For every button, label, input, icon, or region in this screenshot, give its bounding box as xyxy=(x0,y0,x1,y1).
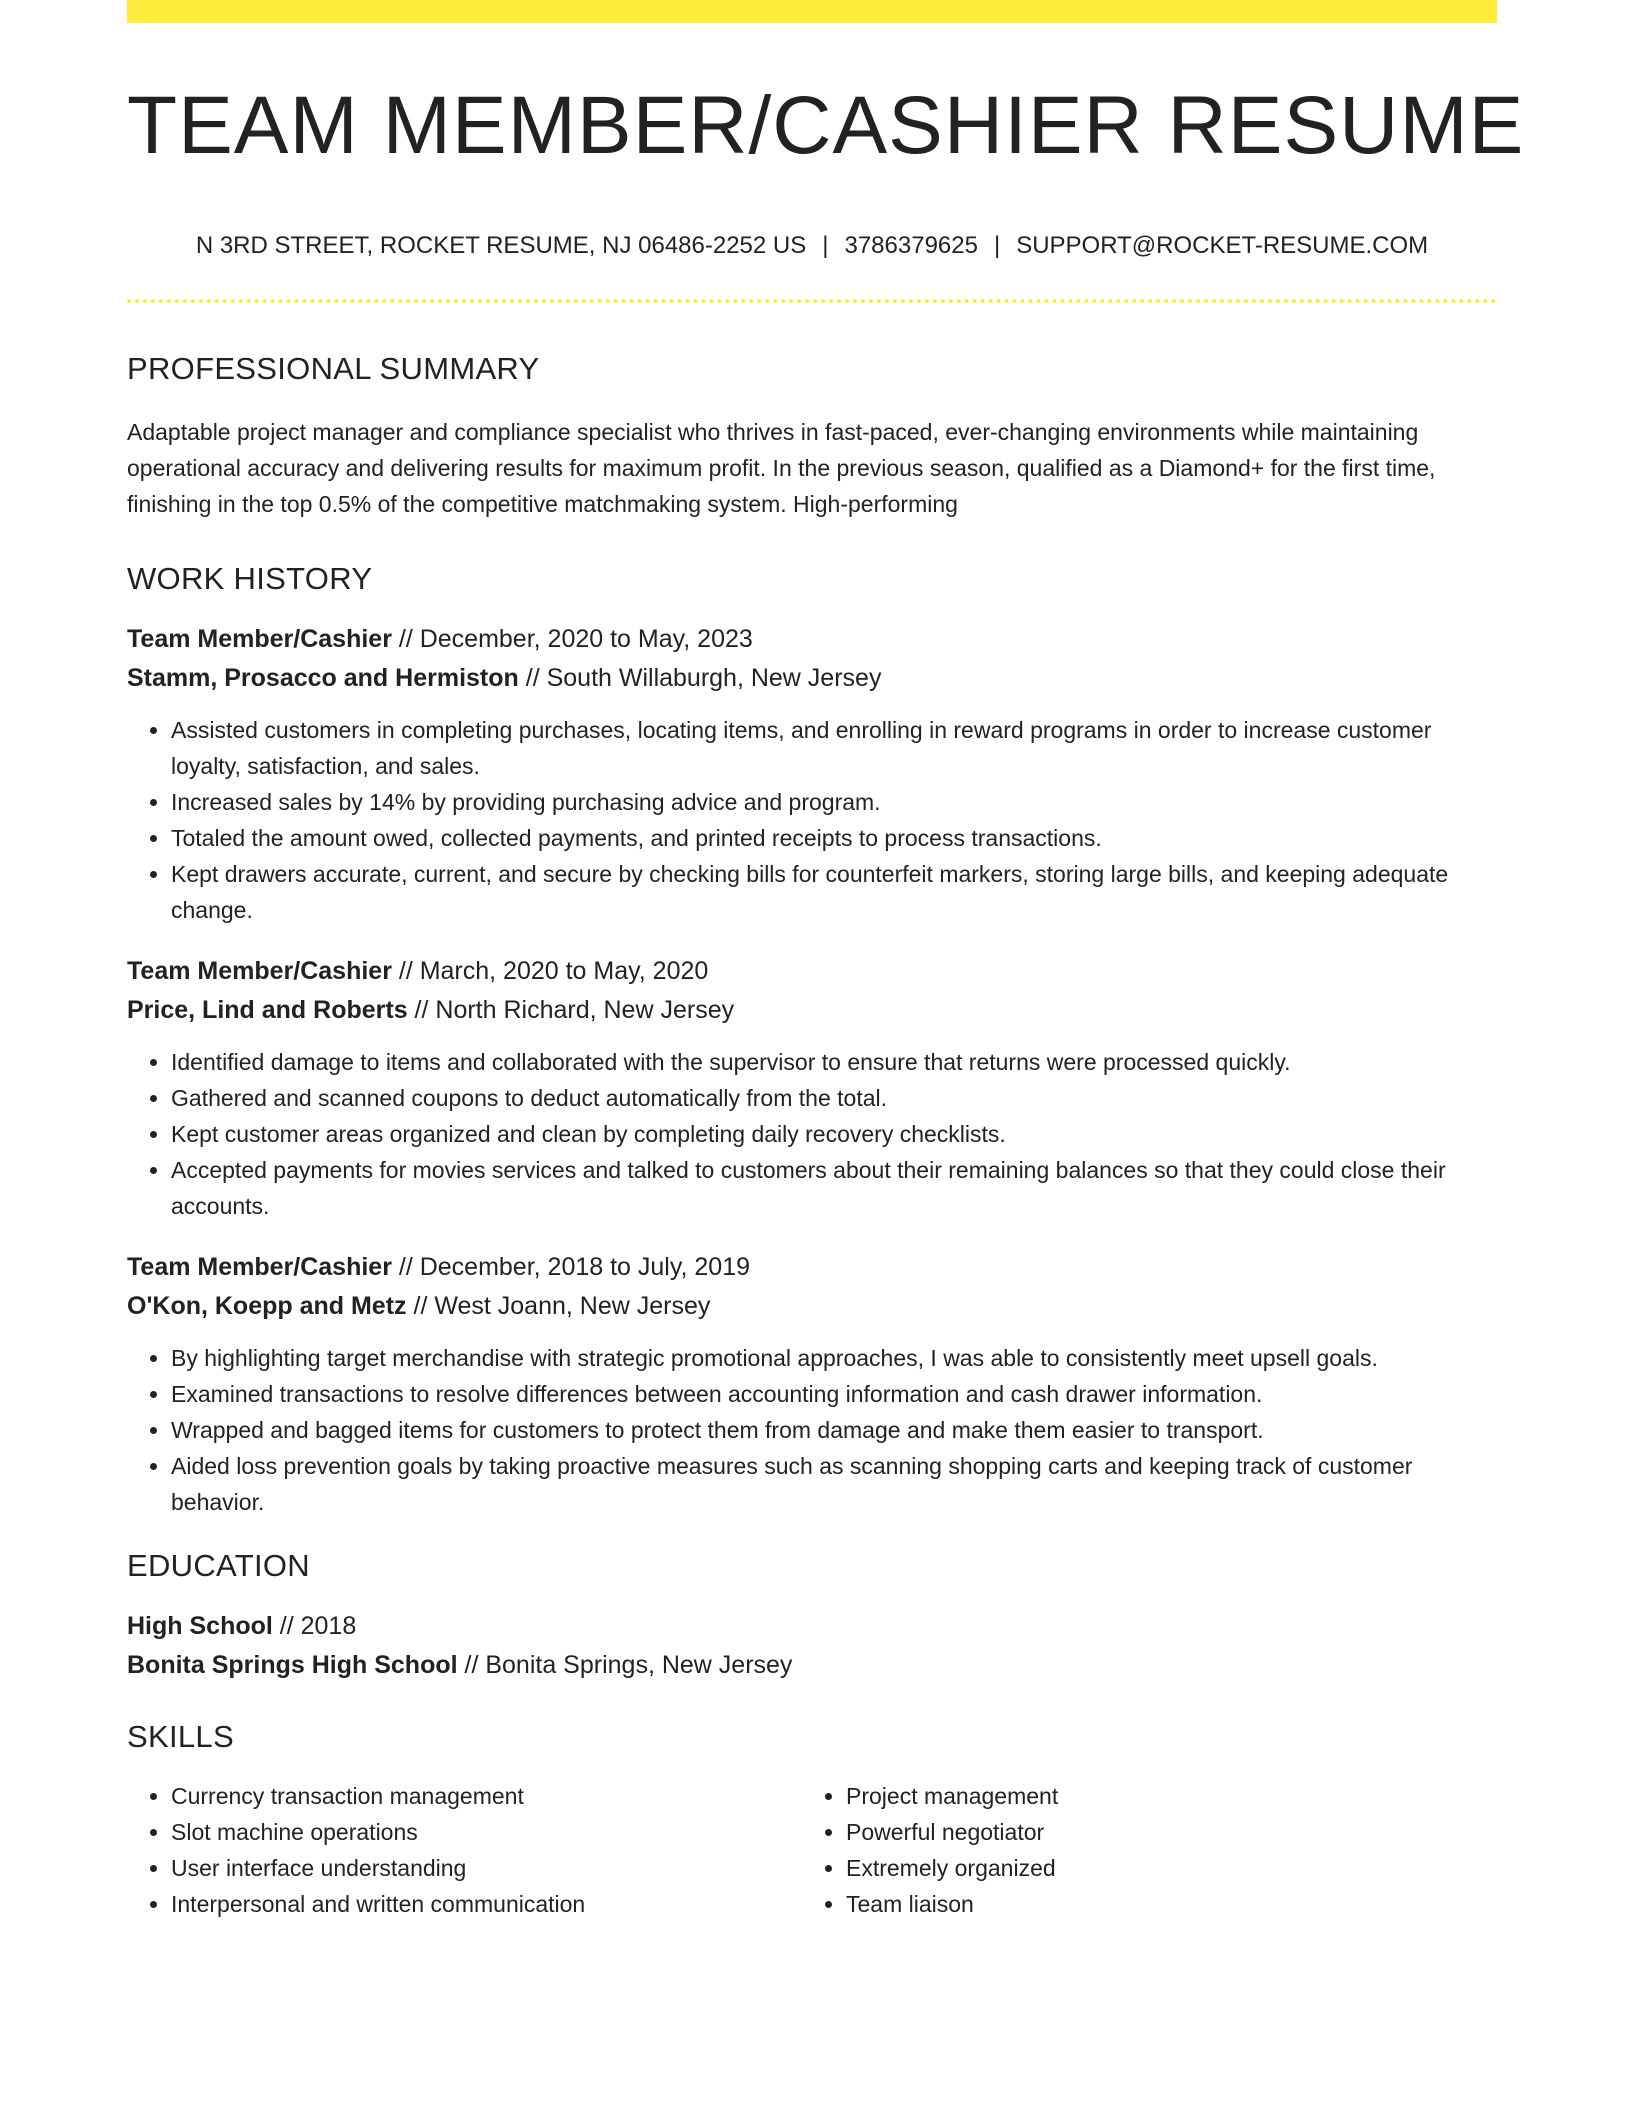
job-entry xyxy=(127,620,1497,928)
job-dates: // March, 2020 to May, 2020 xyxy=(391,957,709,985)
job-location: // West Joann, New Jersey xyxy=(406,1292,711,1320)
job-company: Price, Lind and Roberts xyxy=(127,996,408,1024)
summary-heading: PROFESSIONAL SUMMARY xyxy=(127,351,540,386)
skill-item: • Interpersonal and written communication xyxy=(171,1886,802,1922)
summary-text: Adaptable project manager and compliance specialist who thrives in fast-paced, ever-changing environments while maintaining operational accuracy and delivering results for maximum profit. In the previous season, qualified as a Diamond+ for the first time, finishing in the top 0.5% of the competitive matchmaking system. High-performing xyxy=(127,419,1436,517)
job-entry xyxy=(127,952,1497,1224)
job-company: O'Kon, Koepp and Metz xyxy=(127,1292,407,1320)
job-bullet: • Wrapped and bagged items for customers to protect them from damage and make them easier to transport. xyxy=(171,1412,1497,1448)
job-bullet: • Aided loss prevention goals by taking proactive measures such as scanning shopping carts and keeping track of customer behavior. xyxy=(171,1448,1497,1520)
contact-separator: | xyxy=(993,232,1001,259)
contact-address: N 3RD STREET, ROCKET RESUME, NJ 06486-2252 US xyxy=(195,232,807,259)
job-bullet: • Assisted customers in completing purchases, locating items, and enrolling in reward programs in order to increase customer loyalty, satisfaction, and sales. xyxy=(171,712,1497,784)
job-bullet: • Totaled the amount owed, collected payments, and printed receipts to process transactions. xyxy=(171,820,1497,856)
education-degree-line xyxy=(127,1607,1497,1646)
job-dates: // December, 2018 to July, 2019 xyxy=(391,1253,751,1281)
job-bullet: • Kept customer areas organized and clean by completing daily recovery checklists. xyxy=(171,1116,1497,1152)
contact-line xyxy=(127,234,1497,258)
job-title: Team Member/Cashier xyxy=(127,1253,392,1281)
job-title-line xyxy=(127,952,1497,991)
skills-column-left xyxy=(127,1778,802,1922)
education-year: // 2018 xyxy=(272,1612,357,1640)
job-title: Team Member/Cashier xyxy=(127,957,392,985)
skill-item: • Extremely organized xyxy=(846,1850,1477,1886)
job-bullet: • Examined transactions to resolve differences between accounting information and cash drawer information. xyxy=(171,1376,1497,1412)
job-bullet: • Kept drawers accurate, current, and secure by checking bills for counterfeit markers, storing large bills, and keeping adequate change. xyxy=(171,856,1497,928)
skill-item: • User interface understanding xyxy=(171,1850,802,1886)
job-bullets xyxy=(127,1340,1497,1520)
resume-page xyxy=(127,0,1525,1922)
accent-bar xyxy=(127,0,1497,23)
job-bullet: • Accepted payments for movies services and talked to customers about their remaining balances so that they could close their accounts. xyxy=(171,1152,1497,1224)
job-company-line xyxy=(127,1287,1497,1326)
skill-item: • Powerful negotiator xyxy=(846,1814,1477,1850)
job-location: // North Richard, New Jersey xyxy=(407,996,735,1024)
job-bullets xyxy=(127,712,1497,928)
job-title-line xyxy=(127,620,1497,659)
work-history-heading: WORK HISTORY xyxy=(127,561,373,596)
education-school: Bonita Springs High School xyxy=(127,1651,458,1679)
job-bullet: • By highlighting target merchandise with strategic promotional approaches, I was able to consistently meet upsell goals. xyxy=(171,1340,1497,1376)
resume-title: TEAM MEMBER/CASHIER RESUME xyxy=(127,80,1525,171)
dotted-divider xyxy=(127,299,1497,303)
education-school-line xyxy=(127,1646,1497,1685)
job-title-line xyxy=(127,1248,1497,1287)
job-bullet: • Identified damage to items and collaborated with the supervisor to ensure that returns were processed quickly. xyxy=(171,1044,1497,1080)
education-degree: High School xyxy=(127,1612,273,1640)
job-company-line xyxy=(127,659,1497,698)
job-bullets xyxy=(127,1044,1497,1224)
education-heading: EDUCATION xyxy=(127,1548,310,1583)
education-entry xyxy=(127,1607,1497,1685)
education-location: // Bonita Springs, New Jersey xyxy=(457,1651,793,1679)
skills-column-right xyxy=(802,1778,1477,1922)
skill-item: • Project management xyxy=(846,1778,1477,1814)
contact-phone: 3786379625 xyxy=(844,232,978,259)
skills-list xyxy=(127,1778,1497,1922)
contact-email: SUPPORT@ROCKET-RESUME.COM xyxy=(1016,232,1429,259)
skill-item: • Team liaison xyxy=(846,1886,1477,1922)
job-dates: // December, 2020 to May, 2023 xyxy=(391,625,753,653)
skill-item: • Currency transaction management xyxy=(171,1778,802,1814)
job-title: Team Member/Cashier xyxy=(127,625,392,653)
job-company-line xyxy=(127,991,1497,1030)
job-bullet: • Gathered and scanned coupons to deduct automatically from the total. xyxy=(171,1080,1497,1116)
job-bullet: • Increased sales by 14% by providing purchasing advice and program. xyxy=(171,784,1497,820)
skills-heading: SKILLS xyxy=(127,1719,234,1754)
job-company: Stamm, Prosacco and Hermiston xyxy=(127,664,519,692)
job-location: // South Willaburgh, New Jersey xyxy=(518,664,882,692)
skill-item: • Slot machine operations xyxy=(171,1814,802,1850)
contact-separator: | xyxy=(822,232,829,259)
job-entry xyxy=(127,1248,1497,1520)
